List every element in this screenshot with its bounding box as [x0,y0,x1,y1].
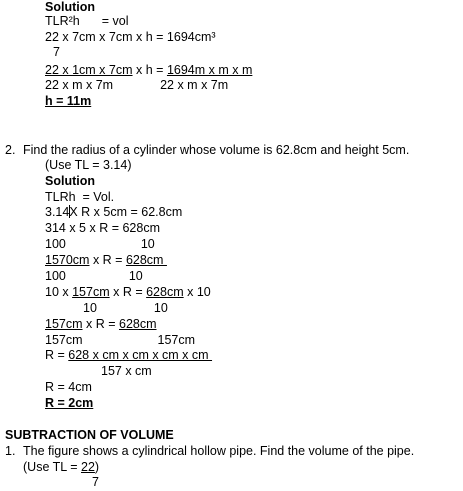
step-line: 22 x 7cm x 7cm x h = 1694cm³ [45,30,216,44]
step-line: 10 x 157cm x R = 628cm x 10 [45,285,211,299]
use-note: (Use TL = 22) [23,460,100,474]
question-text: The figure shows a cylindrical hollow pipe. Find the volume of the pipe. [23,444,415,458]
step-line: TLRh = Vol. [45,190,115,204]
fraction-denominator: 22 x m x 7m [160,78,229,92]
question-number: 1. [5,444,16,458]
answer-r: R = 2cm [45,396,94,410]
step-line: 157cm x R = 628cm [45,317,157,331]
step-denominators [45,78,228,92]
section-heading: SUBTRACTION OF VOLUME [5,428,174,442]
fraction-numerator: 22 x 1cm x 7cm [45,63,133,77]
step-denominator: 7 [53,45,60,59]
use-note: (Use TL = 3.14) [45,158,132,172]
step-denominators: 100 10 [45,237,155,251]
step-denominators: 100 10 [45,269,143,283]
solution-heading: Solution [45,0,95,14]
formula-eq: = vol [101,14,129,28]
solution-heading: Solution [45,174,95,188]
question-number: 2. [5,143,16,157]
fraction-numerator: 1694m x m x m [166,63,253,77]
step-line: R = 4cm [45,380,92,394]
step-denominators: 10 10 [83,301,168,315]
step-line: R = 628 x cm x cm x cm x cm [45,348,213,362]
use-denominator: 7 [92,475,99,489]
step-line: 22 x 1cm x 7cm x h = 1694m x m x m [45,63,253,77]
formula-text: TLR²h [45,14,80,28]
fraction-denominator: 22 x m x 7m [45,78,114,92]
step-denominator: 157 x cm [101,364,152,378]
step-line: 1570cm x R = 628cm [45,253,167,267]
formula-line [45,14,129,28]
answer-h: h = 11m [45,94,92,108]
question-text: Find the radius of a cylinder whose volume is 62.8cm and height 5cm. [23,143,410,157]
step-line: 3.14X R x 5cm = 62.8cm [45,205,183,219]
step-line: 314 x 5 x R = 628cm [45,221,160,235]
step-denominators: 157cm 157cm [45,333,196,347]
